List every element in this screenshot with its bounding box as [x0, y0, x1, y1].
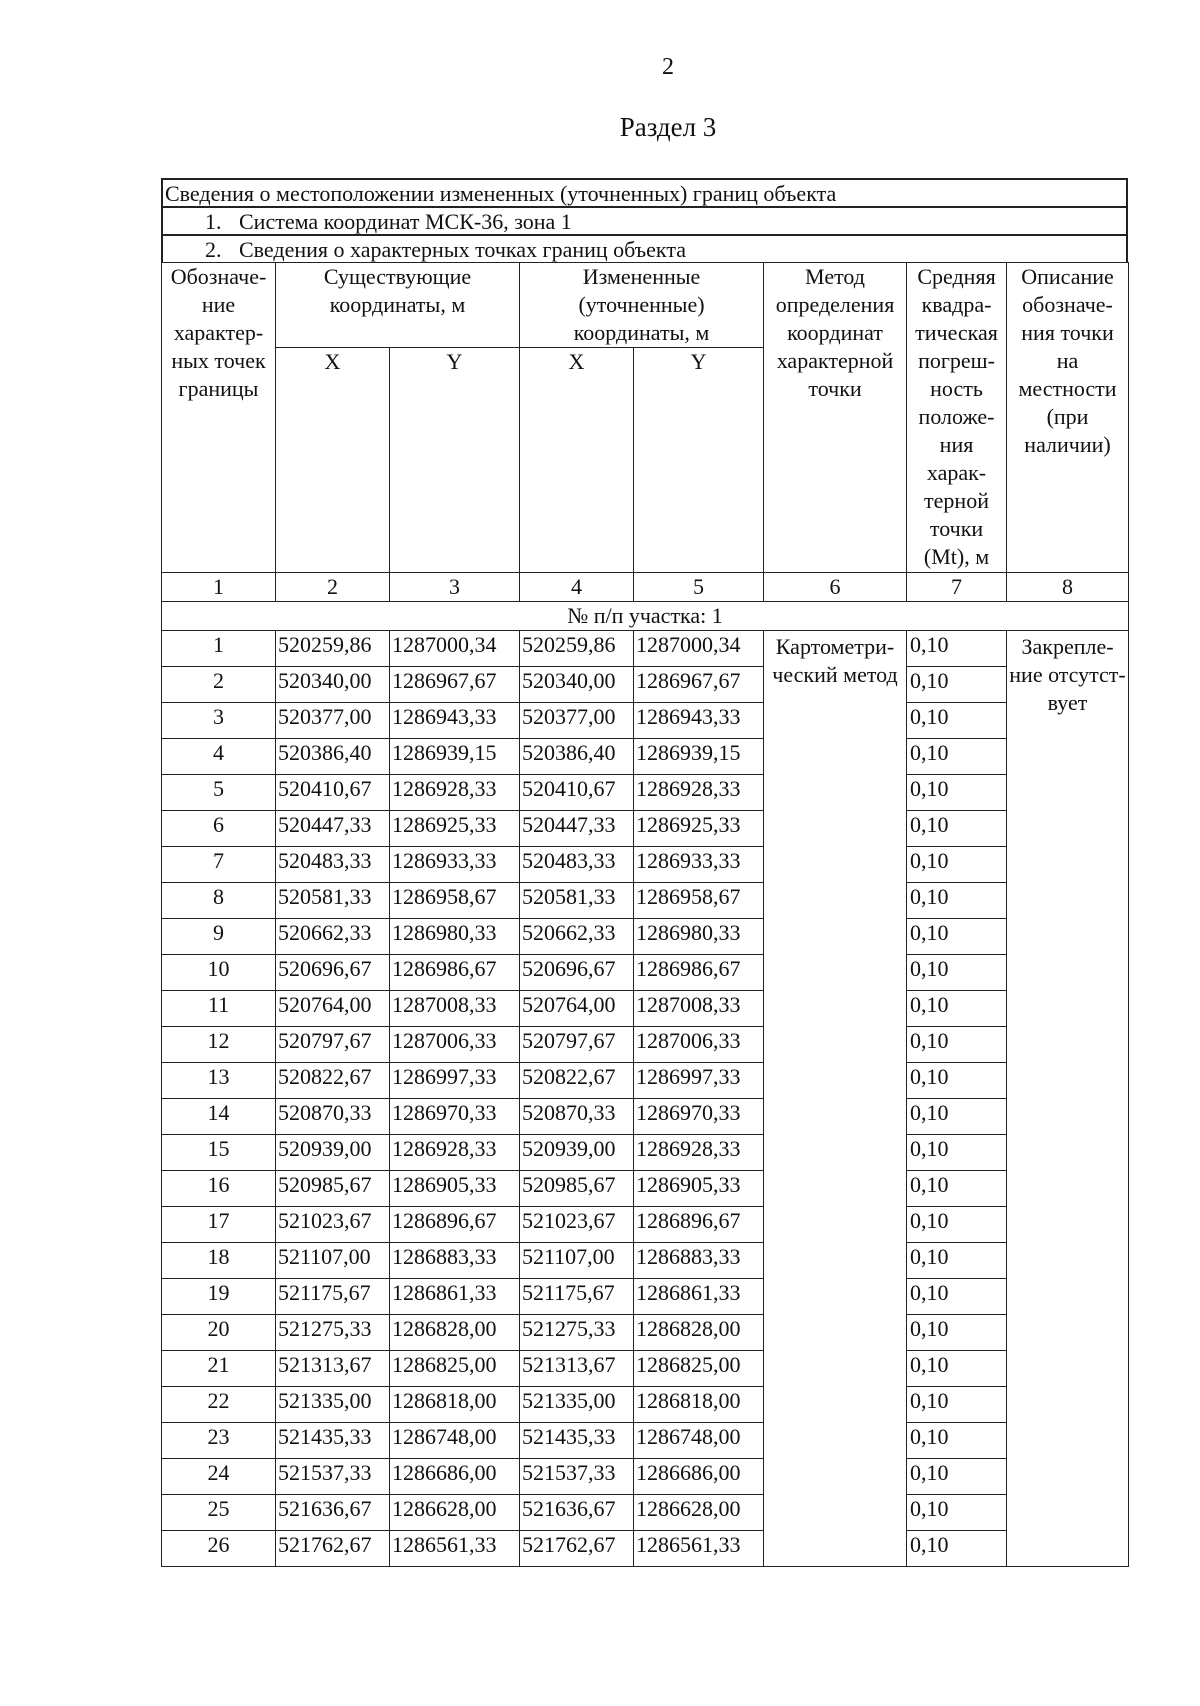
- error-value: 0,10: [907, 739, 1007, 775]
- changed-y: 1286943,33: [634, 703, 764, 739]
- header-description: Описание обозначе-ния точки на местности (при наличии): [1007, 263, 1129, 573]
- table-row: [162, 919, 1129, 955]
- error-value: 0,10: [907, 955, 1007, 991]
- page-number: 2: [662, 54, 674, 80]
- existing-x: 521023,67: [276, 1207, 390, 1243]
- changed-y: 1286818,00: [634, 1387, 764, 1423]
- existing-x: 520581,33: [276, 883, 390, 919]
- error-value: 0,10: [907, 1531, 1007, 1567]
- existing-y: 1286928,33: [390, 775, 520, 811]
- changed-x: 520797,67: [520, 1027, 634, 1063]
- table-row: [162, 1171, 1129, 1207]
- table-row: [162, 739, 1129, 775]
- changed-y: 1286861,33: [634, 1279, 764, 1315]
- point-number: 11: [162, 991, 276, 1027]
- existing-y: 1286818,00: [390, 1387, 520, 1423]
- column-number: 3: [390, 573, 520, 602]
- changed-x: 521762,67: [520, 1531, 634, 1567]
- existing-y: 1286967,67: [390, 667, 520, 703]
- changed-y: 1286628,00: [634, 1495, 764, 1531]
- column-number: 4: [520, 573, 634, 602]
- point-number: 25: [162, 1495, 276, 1531]
- existing-y: 1287000,34: [390, 631, 520, 667]
- existing-x: 521275,33: [276, 1315, 390, 1351]
- table-row: [162, 955, 1129, 991]
- error-value: 0,10: [907, 1171, 1007, 1207]
- existing-y: 1286925,33: [390, 811, 520, 847]
- coordinates-document: [161, 178, 1128, 1567]
- error-value: 0,10: [907, 1423, 1007, 1459]
- changed-x: 521313,67: [520, 1351, 634, 1387]
- header-y-existing: Y: [390, 348, 520, 573]
- existing-y: 1286905,33: [390, 1171, 520, 1207]
- table-row: [162, 1387, 1129, 1423]
- existing-x: 520447,33: [276, 811, 390, 847]
- column-number: 8: [1007, 573, 1129, 602]
- existing-y: 1286861,33: [390, 1279, 520, 1315]
- existing-x: 520985,67: [276, 1171, 390, 1207]
- changed-y: 1286928,33: [634, 775, 764, 811]
- point-number: 13: [162, 1063, 276, 1099]
- point-number: 20: [162, 1315, 276, 1351]
- error-value: 0,10: [907, 1387, 1007, 1423]
- changed-y: 1286905,33: [634, 1171, 764, 1207]
- point-number: 17: [162, 1207, 276, 1243]
- header-existing: Существующие координаты, м: [276, 263, 520, 348]
- point-number: 7: [162, 847, 276, 883]
- point-number: 3: [162, 703, 276, 739]
- point-number: 16: [162, 1171, 276, 1207]
- changed-x: 520386,40: [520, 739, 634, 775]
- existing-y: 1286828,00: [390, 1315, 520, 1351]
- point-number: 21: [162, 1351, 276, 1387]
- point-number: 24: [162, 1459, 276, 1495]
- description-cell: Закрепле-ние отсутст-вует: [1007, 631, 1129, 1567]
- table-row: [162, 1495, 1129, 1531]
- existing-x: 521537,33: [276, 1459, 390, 1495]
- existing-y: 1286970,33: [390, 1099, 520, 1135]
- error-value: 0,10: [907, 1243, 1007, 1279]
- point-number: 23: [162, 1423, 276, 1459]
- changed-x: 520662,33: [520, 919, 634, 955]
- header-designation: Обозначе-ние характер-ных точек границы: [162, 263, 276, 573]
- changed-y: 1287006,33: [634, 1027, 764, 1063]
- table-row: [162, 1423, 1129, 1459]
- existing-y: 1286943,33: [390, 703, 520, 739]
- changed-x: 520581,33: [520, 883, 634, 919]
- method-cell: Картометри-ческий метод: [764, 631, 907, 1567]
- table-row: [162, 1243, 1129, 1279]
- item2-number: 2.: [205, 237, 222, 262]
- header-changed: Измененные (уточненные) координаты, м: [520, 263, 764, 348]
- existing-y: 1286928,33: [390, 1135, 520, 1171]
- error-value: 0,10: [907, 811, 1007, 847]
- existing-x: 521175,67: [276, 1279, 390, 1315]
- changed-y: 1286933,33: [634, 847, 764, 883]
- plot-label: № п/п участка: 1: [162, 602, 1129, 631]
- coordinates-table: [161, 262, 1129, 1567]
- column-number: 5: [634, 573, 764, 602]
- table-title: Сведения о местоположении измененных (уточненных) границ объекта: [161, 178, 1128, 206]
- point-number: 26: [162, 1531, 276, 1567]
- error-value: 0,10: [907, 1063, 1007, 1099]
- error-value: 0,10: [907, 1495, 1007, 1531]
- changed-x: 520939,00: [520, 1135, 634, 1171]
- existing-x: 520696,67: [276, 955, 390, 991]
- error-value: 0,10: [907, 703, 1007, 739]
- table-row: [162, 1459, 1129, 1495]
- changed-x: 520870,33: [520, 1099, 634, 1135]
- header-x-changed: X: [520, 348, 634, 573]
- error-value: 0,10: [907, 919, 1007, 955]
- existing-y: 1287008,33: [390, 991, 520, 1027]
- error-value: 0,10: [907, 1027, 1007, 1063]
- table-row: [162, 883, 1129, 919]
- changed-x: 520259,86: [520, 631, 634, 667]
- changed-y: 1286928,33: [634, 1135, 764, 1171]
- changed-y: 1286748,00: [634, 1423, 764, 1459]
- changed-x: 520764,00: [520, 991, 634, 1027]
- existing-y: 1286980,33: [390, 919, 520, 955]
- column-number: 2: [276, 573, 390, 602]
- existing-y: 1286748,00: [390, 1423, 520, 1459]
- column-number: 1: [162, 573, 276, 602]
- error-value: 0,10: [907, 991, 1007, 1027]
- column-numbers-row: [162, 573, 1129, 602]
- header-x-existing: X: [276, 348, 390, 573]
- changed-x: 520483,33: [520, 847, 634, 883]
- existing-x: 520797,67: [276, 1027, 390, 1063]
- point-number: 1: [162, 631, 276, 667]
- table-row: [162, 1279, 1129, 1315]
- error-value: 0,10: [907, 1459, 1007, 1495]
- existing-x: 520764,00: [276, 991, 390, 1027]
- changed-y: 1287008,33: [634, 991, 764, 1027]
- point-number: 15: [162, 1135, 276, 1171]
- point-number: 5: [162, 775, 276, 811]
- existing-y: 1286561,33: [390, 1531, 520, 1567]
- error-value: 0,10: [907, 1099, 1007, 1135]
- existing-y: 1286686,00: [390, 1459, 520, 1495]
- error-value: 0,10: [907, 667, 1007, 703]
- changed-y: 1286939,15: [634, 739, 764, 775]
- table-row: [162, 847, 1129, 883]
- table-row: [162, 667, 1129, 703]
- table-row: [162, 1099, 1129, 1135]
- point-number: 22: [162, 1387, 276, 1423]
- table-row: [162, 1027, 1129, 1063]
- changed-x: 521435,33: [520, 1423, 634, 1459]
- section-title: Раздел 3: [619, 112, 717, 142]
- point-number: 18: [162, 1243, 276, 1279]
- changed-y: 1286828,00: [634, 1315, 764, 1351]
- existing-y: 1287006,33: [390, 1027, 520, 1063]
- points-info-line: [161, 234, 1128, 262]
- point-number: 14: [162, 1099, 276, 1135]
- changed-x: 520377,00: [520, 703, 634, 739]
- changed-y: 1286883,33: [634, 1243, 764, 1279]
- table-row: [162, 1135, 1129, 1171]
- table-row: [162, 631, 1129, 667]
- point-number: 6: [162, 811, 276, 847]
- changed-y: 1286561,33: [634, 1531, 764, 1567]
- table-row: [162, 1351, 1129, 1387]
- point-number: 8: [162, 883, 276, 919]
- existing-y: 1286896,67: [390, 1207, 520, 1243]
- existing-y: 1286628,00: [390, 1495, 520, 1531]
- table-row: [162, 703, 1129, 739]
- item1-number: 1.: [205, 209, 222, 234]
- changed-y: 1286686,00: [634, 1459, 764, 1495]
- error-value: 0,10: [907, 883, 1007, 919]
- existing-x: 520340,00: [276, 667, 390, 703]
- changed-y: 1286896,67: [634, 1207, 764, 1243]
- error-value: 0,10: [907, 775, 1007, 811]
- changed-y: 1287000,34: [634, 631, 764, 667]
- point-number: 19: [162, 1279, 276, 1315]
- changed-y: 1286958,67: [634, 883, 764, 919]
- existing-x: 521636,67: [276, 1495, 390, 1531]
- header-error: Средняя квадра-тическая погреш-ность положе-ния харак-терной точки (Mt), м: [907, 263, 1007, 573]
- existing-x: 520870,33: [276, 1099, 390, 1135]
- header-row-1: [162, 263, 1129, 348]
- existing-x: 521435,33: [276, 1423, 390, 1459]
- table-row: [162, 1531, 1129, 1567]
- existing-x: 520662,33: [276, 919, 390, 955]
- plot-row: [162, 602, 1129, 631]
- existing-x: 521313,67: [276, 1351, 390, 1387]
- existing-x: 520377,00: [276, 703, 390, 739]
- table-row: [162, 1063, 1129, 1099]
- existing-x: 521335,00: [276, 1387, 390, 1423]
- table-row: [162, 775, 1129, 811]
- item2-text: Сведения о характерных точках границ объекта: [239, 237, 686, 262]
- point-number: 10: [162, 955, 276, 991]
- column-number: 7: [907, 573, 1007, 602]
- existing-y: 1286883,33: [390, 1243, 520, 1279]
- column-number: 6: [764, 573, 907, 602]
- changed-x: 520696,67: [520, 955, 634, 991]
- point-number: 12: [162, 1027, 276, 1063]
- existing-x: 520386,40: [276, 739, 390, 775]
- coordinate-system-line: [161, 206, 1128, 234]
- changed-y: 1286925,33: [634, 811, 764, 847]
- existing-y: 1286958,67: [390, 883, 520, 919]
- table-row: [162, 1207, 1129, 1243]
- existing-x: 520483,33: [276, 847, 390, 883]
- existing-x: 520410,67: [276, 775, 390, 811]
- table-row: [162, 811, 1129, 847]
- error-value: 0,10: [907, 1135, 1007, 1171]
- error-value: 0,10: [907, 631, 1007, 667]
- changed-y: 1286967,67: [634, 667, 764, 703]
- changed-y: 1286997,33: [634, 1063, 764, 1099]
- changed-x: 521636,67: [520, 1495, 634, 1531]
- table-row: [162, 991, 1129, 1027]
- existing-x: 520939,00: [276, 1135, 390, 1171]
- table-row: [162, 1315, 1129, 1351]
- changed-x: 521023,67: [520, 1207, 634, 1243]
- error-value: 0,10: [907, 1351, 1007, 1387]
- existing-x: 521107,00: [276, 1243, 390, 1279]
- existing-x: 521762,67: [276, 1531, 390, 1567]
- changed-x: 521107,00: [520, 1243, 634, 1279]
- header-y-changed: Y: [634, 348, 764, 573]
- existing-y: 1286986,67: [390, 955, 520, 991]
- changed-x: 520447,33: [520, 811, 634, 847]
- point-number: 4: [162, 739, 276, 775]
- changed-y: 1286825,00: [634, 1351, 764, 1387]
- changed-x: 521537,33: [520, 1459, 634, 1495]
- changed-y: 1286986,67: [634, 955, 764, 991]
- error-value: 0,10: [907, 1279, 1007, 1315]
- changed-x: 520985,67: [520, 1171, 634, 1207]
- changed-y: 1286970,33: [634, 1099, 764, 1135]
- changed-x: 521275,33: [520, 1315, 634, 1351]
- existing-y: 1286933,33: [390, 847, 520, 883]
- changed-x: 521335,00: [520, 1387, 634, 1423]
- changed-x: 520822,67: [520, 1063, 634, 1099]
- changed-x: 521175,67: [520, 1279, 634, 1315]
- changed-x: 520340,00: [520, 667, 634, 703]
- existing-y: 1286825,00: [390, 1351, 520, 1387]
- error-value: 0,10: [907, 1315, 1007, 1351]
- existing-x: 520259,86: [276, 631, 390, 667]
- existing-x: 520822,67: [276, 1063, 390, 1099]
- changed-x: 520410,67: [520, 775, 634, 811]
- error-value: 0,10: [907, 847, 1007, 883]
- point-number: 9: [162, 919, 276, 955]
- point-number: 2: [162, 667, 276, 703]
- changed-y: 1286980,33: [634, 919, 764, 955]
- error-value: 0,10: [907, 1207, 1007, 1243]
- existing-y: 1286997,33: [390, 1063, 520, 1099]
- existing-y: 1286939,15: [390, 739, 520, 775]
- item1-text: Система координат МСК-36, зона 1: [239, 209, 572, 234]
- header-method: Метод определения координат характерной точки: [764, 263, 907, 573]
